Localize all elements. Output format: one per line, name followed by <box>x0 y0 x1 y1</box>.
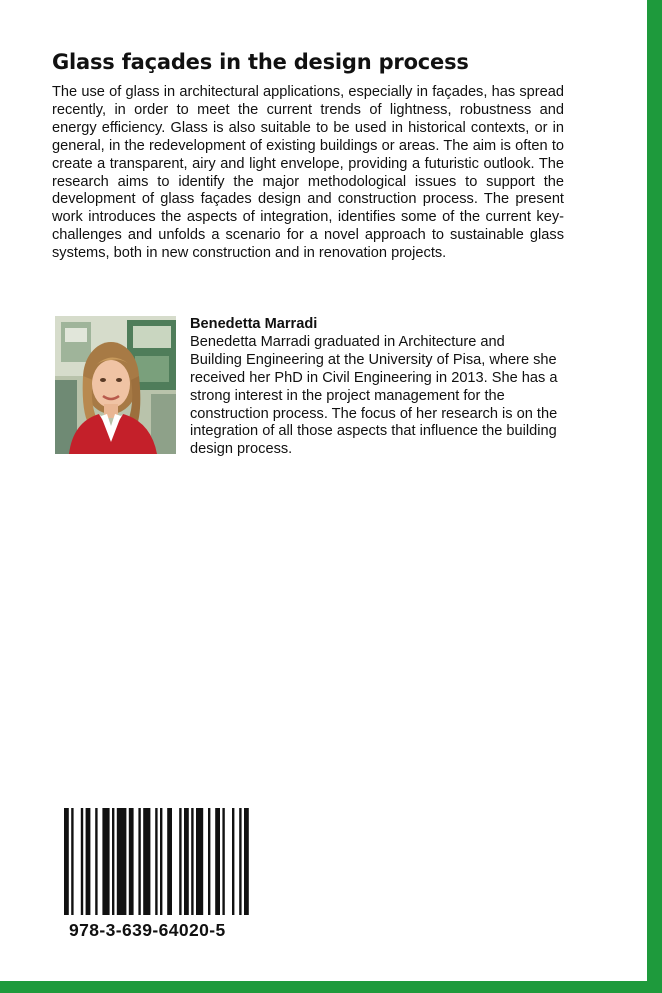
author-photo <box>55 316 176 454</box>
isbn-number: 978-3-639-64020-5 <box>69 920 226 940</box>
green-border-bottom <box>0 981 662 993</box>
author-name: Benedetta Marradi <box>190 316 318 332</box>
book-title: Glass façades in the design process <box>52 50 469 74</box>
author-section <box>190 316 560 459</box>
book-abstract: The use of glass in architectural applications, especially in façades, has spread recently, in order to meet the current trends of lightness, robustness and energy efficiency. Glass is also suitable to be used in historical contexts, or in general, in the redevelopment of existing buildings or areas. The aim is often to create a transparent, airy and light envelope, providing a futuristic outlook. The research aims to identify the major methodological issues to support the development of glass façades design and construction process. The present work introduces the aspects of integration, identifies some of the current key-challenges and unfolds a scenario for a novel approach to sustainable glass systems, both in new construction and in renovation projects. <box>52 84 564 262</box>
green-border-right <box>647 0 662 993</box>
author-bio: Benedetta Marradi graduated in Architecture and Building Engineering at the University of Pisa, where she received her PhD in Civil Engineering in 2013. She has a strong interest in the project management for the construction process. The focus of her research is on the integration of all those aspects that influence the building design process. <box>190 333 558 458</box>
barcode-icon <box>64 808 260 915</box>
